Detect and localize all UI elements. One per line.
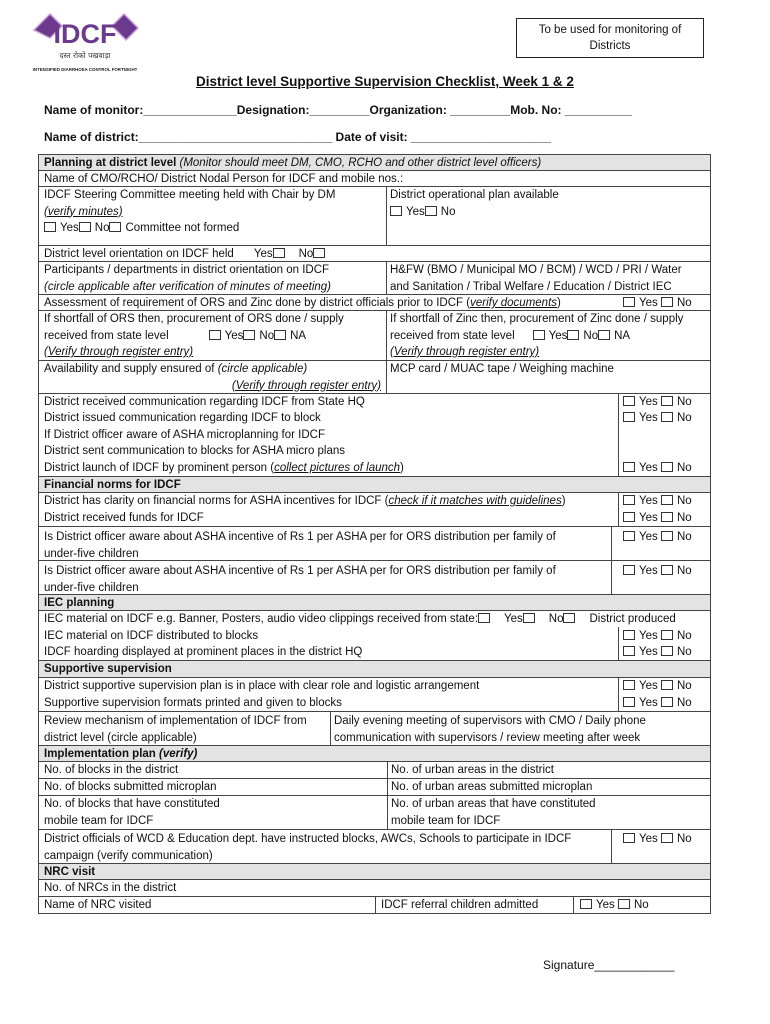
page-title: District level Supportive Supervision Checklist, Week 1 & 2: [196, 74, 574, 89]
table-row: [38, 830, 711, 864]
checkbox-yes-2[interactable]: [523, 613, 535, 623]
assessment-label: Assessment of requirement of ORS and Zinc done by district officials prior to IDCF (: [44, 297, 471, 309]
table-row: [38, 796, 711, 830]
supervision-group: [38, 678, 711, 712]
incentive-label: Is District officer aware about ASHA incentive of Rs 1 per ASHA per for ORS distribution per family of: [44, 531, 556, 543]
iec-hoarding-label: IDCF hoarding displayed at prominent places in the district HQ: [44, 646, 363, 658]
checkbox-no[interactable]: [243, 330, 255, 340]
table-row: Assessment of requirement of ORS and Zinc done by district officials prior to IDCF (verify documents) Yes No: [38, 295, 711, 311]
checkbox-not-formed[interactable]: [109, 222, 121, 232]
option-na: NA: [290, 329, 307, 342]
logo-brand: IDCF: [53, 19, 117, 49]
option-yes: Yes: [504, 613, 523, 625]
option-yes: Yes: [639, 565, 658, 577]
checkbox-no[interactable]: [661, 833, 673, 843]
checkbox-no[interactable]: [661, 680, 673, 690]
urban-team-label: No. of urban areas that have constituted: [391, 798, 596, 810]
collect-pictures-note: collect pictures of launch: [274, 462, 401, 474]
asha-aware-label: If District officer aware of ASHA microplanning for IDCF: [44, 429, 325, 441]
checkbox-na[interactable]: [274, 330, 286, 340]
verify-register-note: (Verify through register entry): [390, 346, 540, 358]
checkbox-yes[interactable]: [580, 899, 592, 909]
checkbox-no[interactable]: [563, 613, 575, 623]
table-row: [38, 262, 711, 295]
checkbox-yes[interactable]: [623, 565, 635, 575]
verify-documents-note: verify documents: [470, 297, 558, 309]
monitoring-note-line1: To be used for monitoring of: [538, 24, 682, 36]
zinc-shortfall-label-2: received from state level: [390, 329, 515, 342]
option-yes: Yes: [253, 248, 273, 260]
table-row: [39, 410, 710, 427]
checkbox-no[interactable]: [661, 630, 673, 640]
option-no: No: [676, 412, 692, 424]
ors-shortfall-label: If shortfall of ORS then, procurement of ORS done / supply: [44, 313, 344, 325]
option-yes: Yes: [639, 680, 658, 692]
supervision-formats-label: Supportive supervision formats printed and given to blocks: [44, 697, 342, 709]
section-title: IEC planning: [44, 597, 115, 609]
participants-label: Participants / departments in district orientation on IDCF: [44, 264, 330, 276]
iec-group: [38, 611, 711, 661]
nrc-referral-label: IDCF referral children admitted: [376, 897, 574, 913]
checkbox-yes[interactable]: [623, 512, 635, 522]
section-note: (Monitor should meet DM, CMO, RCHO and other district level officers): [179, 157, 542, 169]
verify-register-note: (Verify through register entry): [44, 346, 194, 358]
option-no: No: [676, 462, 692, 474]
option-no: No: [676, 630, 692, 642]
option-no: No: [298, 248, 314, 260]
option-no: No: [259, 329, 275, 342]
option-yes: Yes: [548, 329, 568, 342]
option-yes: Yes: [639, 396, 658, 408]
comm-block-label: District issued communication regarding IDCF to block: [44, 412, 321, 424]
checkbox-no[interactable]: [661, 512, 673, 522]
table-row: [38, 712, 711, 746]
urban-microplan-label: No. of urban areas submitted microplan: [391, 781, 593, 793]
option-yes: Yes: [596, 899, 615, 911]
blocks-label: No. of blocks in the district: [39, 762, 388, 778]
checkbox-no[interactable]: [661, 565, 673, 575]
table-row: [39, 678, 710, 695]
evening-meeting-label: Daily evening meeting of supervisors with CMO / Daily phone: [334, 715, 646, 727]
incentive-label-2: under-five children: [44, 547, 139, 560]
launch-label: District launch of IDCF by prominent person (: [44, 462, 275, 474]
checkbox-yes[interactable]: [623, 630, 635, 640]
option-yes: Yes: [224, 329, 244, 342]
option-no: No: [676, 396, 692, 408]
items-list: MCP card / MUAC tape / Weighing machine: [390, 363, 614, 375]
checkbox-yes[interactable]: [623, 697, 635, 707]
blocks-team-text: No. of blocks that have constituted: [44, 798, 220, 810]
checkbox-no[interactable]: [313, 248, 325, 258]
option-yes: Yes: [639, 630, 658, 642]
section-title: Financial norms for IDCF: [44, 479, 181, 491]
option-no: No: [676, 646, 692, 658]
option-no: No: [676, 680, 692, 692]
checkbox-yes[interactable]: [209, 330, 221, 340]
checkbox-yes[interactable]: [478, 613, 490, 623]
option-no: No: [676, 833, 692, 845]
option-no: No: [633, 899, 649, 911]
iec-received-label: IEC material on IDCF e.g. Banner, Posters, audio video clippings received from state:: [44, 613, 479, 625]
checkbox-no[interactable]: [661, 412, 673, 422]
steering-label: IDCF Steering Committee meeting held with Chair by DM: [44, 189, 336, 201]
option-yes: Yes: [639, 531, 658, 543]
participants-note: (circle applicable after verification of minutes of meeting): [44, 280, 331, 293]
checkbox-no[interactable]: [661, 495, 673, 505]
option-no: No: [676, 512, 692, 524]
option-yes: Yes: [406, 205, 425, 218]
checkbox-yes[interactable]: [623, 495, 635, 505]
cmo-name-label: Name of CMO/RCHO/ District Nodal Person for IDCF and mobile nos.:: [44, 173, 404, 185]
section-planning: [38, 154, 711, 171]
checkbox-no[interactable]: [661, 396, 673, 406]
checkbox-no[interactable]: [661, 297, 673, 307]
option-yes: Yes: [639, 512, 658, 524]
blocks-team-label-2: mobile team for IDCF: [44, 814, 154, 827]
option-no: No: [676, 495, 692, 507]
departments-line2: and Sanitation / Tribal Welfare / Education / District IEC: [390, 280, 672, 293]
section-supervision: [38, 661, 711, 678]
option-no: No: [583, 329, 599, 342]
asha-sent-label: District sent communication to blocks for ASHA micro plans: [44, 445, 346, 457]
option-yes: Yes: [639, 697, 658, 709]
table-row: [38, 171, 711, 187]
financial-group: [38, 493, 711, 527]
checkbox-na[interactable]: [598, 330, 610, 340]
table-row: District has clarity on financial norms for ASHA incentives for IDCF (check if it matches with guidelines) Yes No: [44, 495, 692, 507]
checklist-table: [38, 154, 711, 914]
monitoring-note: [516, 18, 704, 58]
urban-label: No. of urban areas in the district: [391, 764, 554, 776]
table-row: [39, 628, 710, 644]
review-label: Review mechanism of implementation of IDCF from: [44, 715, 307, 727]
zinc-shortfall-label: If shortfall of Zinc then, procurement of Zinc done / supply: [390, 313, 684, 325]
nrc-count-label: No. of NRCs in the district: [44, 882, 177, 894]
option-na: NA: [614, 329, 631, 342]
section-title: Implementation plan: [44, 748, 156, 760]
wcd-label-2: campaign (verify communication): [44, 849, 213, 862]
option-not-formed: Committee not formed: [125, 222, 240, 234]
table-row: [39, 510, 710, 526]
ors-shortfall-label-2: received from state level: [44, 329, 169, 342]
idcf-logo: [30, 10, 140, 74]
evening-meeting-label-2: communication with supervisors / review meeting after week: [334, 731, 641, 744]
checkbox-no[interactable]: [661, 646, 673, 656]
option-no: No: [676, 531, 692, 543]
table-row: [38, 779, 711, 796]
checkbox-no[interactable]: [79, 222, 91, 232]
option-no: No: [440, 205, 456, 218]
blocks-microplan-label: No. of blocks submitted microplan: [39, 779, 388, 795]
checkbox-no[interactable]: [618, 899, 630, 909]
table-row: [38, 527, 711, 561]
signature-line[interactable]: Signature____________: [543, 958, 675, 972]
section-title: Planning at district level: [44, 157, 177, 169]
checkbox-yes[interactable]: [623, 680, 635, 690]
incentive-label: Is District officer aware about ASHA incentive of Rs 1 per ASHA per for ORS distribution per family of: [44, 565, 556, 577]
checkbox-yes[interactable]: [623, 833, 635, 843]
checkbox-yes[interactable]: [533, 330, 545, 340]
checkbox-yes[interactable]: [273, 248, 285, 258]
option-yes: Yes: [639, 297, 658, 309]
checkbox-no[interactable]: [661, 697, 673, 707]
section-title: Supportive supervision: [44, 663, 172, 675]
checkbox-yes[interactable]: [623, 646, 635, 656]
checkbox-yes[interactable]: [623, 462, 635, 472]
section-title: NRC visit: [44, 866, 96, 878]
option-no: No: [676, 297, 692, 309]
funds-label: District received funds for IDCF: [44, 512, 204, 524]
section-financial: [38, 477, 711, 493]
table-row: [38, 361, 711, 394]
checkbox-yes[interactable]: [623, 412, 635, 422]
table-row: [39, 644, 710, 660]
departments-line1: H&FW (BMO / Municipal MO / BCM) / WCD / PRI / Water: [390, 264, 682, 276]
checkbox-yes[interactable]: [390, 206, 402, 216]
option-yes: Yes: [639, 495, 658, 507]
option-yes: Yes: [639, 646, 658, 658]
option-yes: Yes: [60, 222, 79, 234]
comm-state-label: District received communication regarding IDCF from State HQ: [44, 396, 365, 408]
verify-minutes-note: (verify minutes): [44, 205, 123, 218]
checkbox-no[interactable]: [661, 462, 673, 472]
table-row: [38, 187, 711, 246]
checkbox-yes[interactable]: [623, 531, 635, 541]
table-row: [38, 897, 711, 914]
option-yes: Yes: [639, 462, 658, 474]
logo-tagline: दस्त रोको पखवाड़ा: [59, 51, 111, 60]
communication-group: [38, 394, 711, 477]
verify-register-note: (Verify through register entry): [231, 379, 381, 392]
table-row: [38, 880, 711, 897]
option-no: No: [676, 565, 692, 577]
table-row: [38, 762, 711, 779]
incentive-label-2: under-five children: [44, 581, 139, 594]
blocks-team-label: [39, 796, 249, 813]
circle-applicable-note: (circle applicable): [217, 363, 308, 375]
table-row: [39, 695, 710, 711]
verify-note: (verify): [159, 748, 198, 760]
district-details-line[interactable]: Name of district:_____________________________ Date of visit: _____________________: [44, 130, 552, 144]
table-row: [38, 246, 711, 262]
financial-clarity-label: District has clarity on financial norms for ASHA incentives for IDCF (: [44, 495, 389, 507]
section-nrc: [38, 864, 711, 880]
option-no: No: [676, 697, 692, 709]
section-iec: [38, 595, 711, 611]
supervision-plan-label: District supportive supervision plan is in place with clear role and logistic arrangement: [44, 680, 480, 692]
checkbox-yes[interactable]: [623, 396, 635, 406]
logo-caption: INTENSIFIED DIARRHOEA CONTROL FORTNIGHT: [32, 67, 138, 72]
section-implementation: [38, 746, 711, 762]
checkbox-yes[interactable]: [623, 297, 635, 307]
table-row: [38, 311, 711, 361]
option-district-produced: District produced: [589, 613, 676, 625]
option-no: No: [548, 613, 564, 625]
monitoring-note-line2: Districts: [589, 40, 631, 52]
checkbox-yes[interactable]: [44, 222, 56, 232]
check-guidelines-note: check if it matches with guidelines: [388, 495, 562, 507]
monitor-details-line[interactable]: Name of monitor:______________Designation:_________Organization: _________Mob. No: __________: [44, 103, 632, 117]
checkbox-no[interactable]: [425, 206, 437, 216]
table-row: District launch of IDCF by prominent person (collect pictures of launch) Yes No: [44, 462, 692, 474]
review-label-2: district level (circle applicable): [44, 731, 197, 744]
nrc-name-label: Name of NRC visited: [39, 897, 376, 913]
urban-team-label-2: mobile team for IDCF: [391, 814, 501, 827]
table-row: [39, 611, 710, 628]
option-yes: Yes: [639, 833, 658, 845]
table-row: [39, 394, 710, 410]
iec-distributed-label: IEC material on IDCF distributed to blocks: [44, 630, 259, 642]
checkbox-no[interactable]: [567, 330, 579, 340]
option-yes: Yes: [639, 412, 658, 424]
checkbox-no[interactable]: [661, 531, 673, 541]
option-no: No: [94, 222, 110, 234]
orientation-label: District level orientation on IDCF held: [44, 248, 234, 260]
table-row: [38, 561, 711, 595]
op-plan-label: District operational plan available: [390, 189, 559, 201]
wcd-label: District officials of WCD & Education dept. have instructed blocks, AWCs, Schools to participate in IDCF: [44, 833, 572, 845]
availability-label: Availability and supply ensured of: [44, 363, 215, 375]
